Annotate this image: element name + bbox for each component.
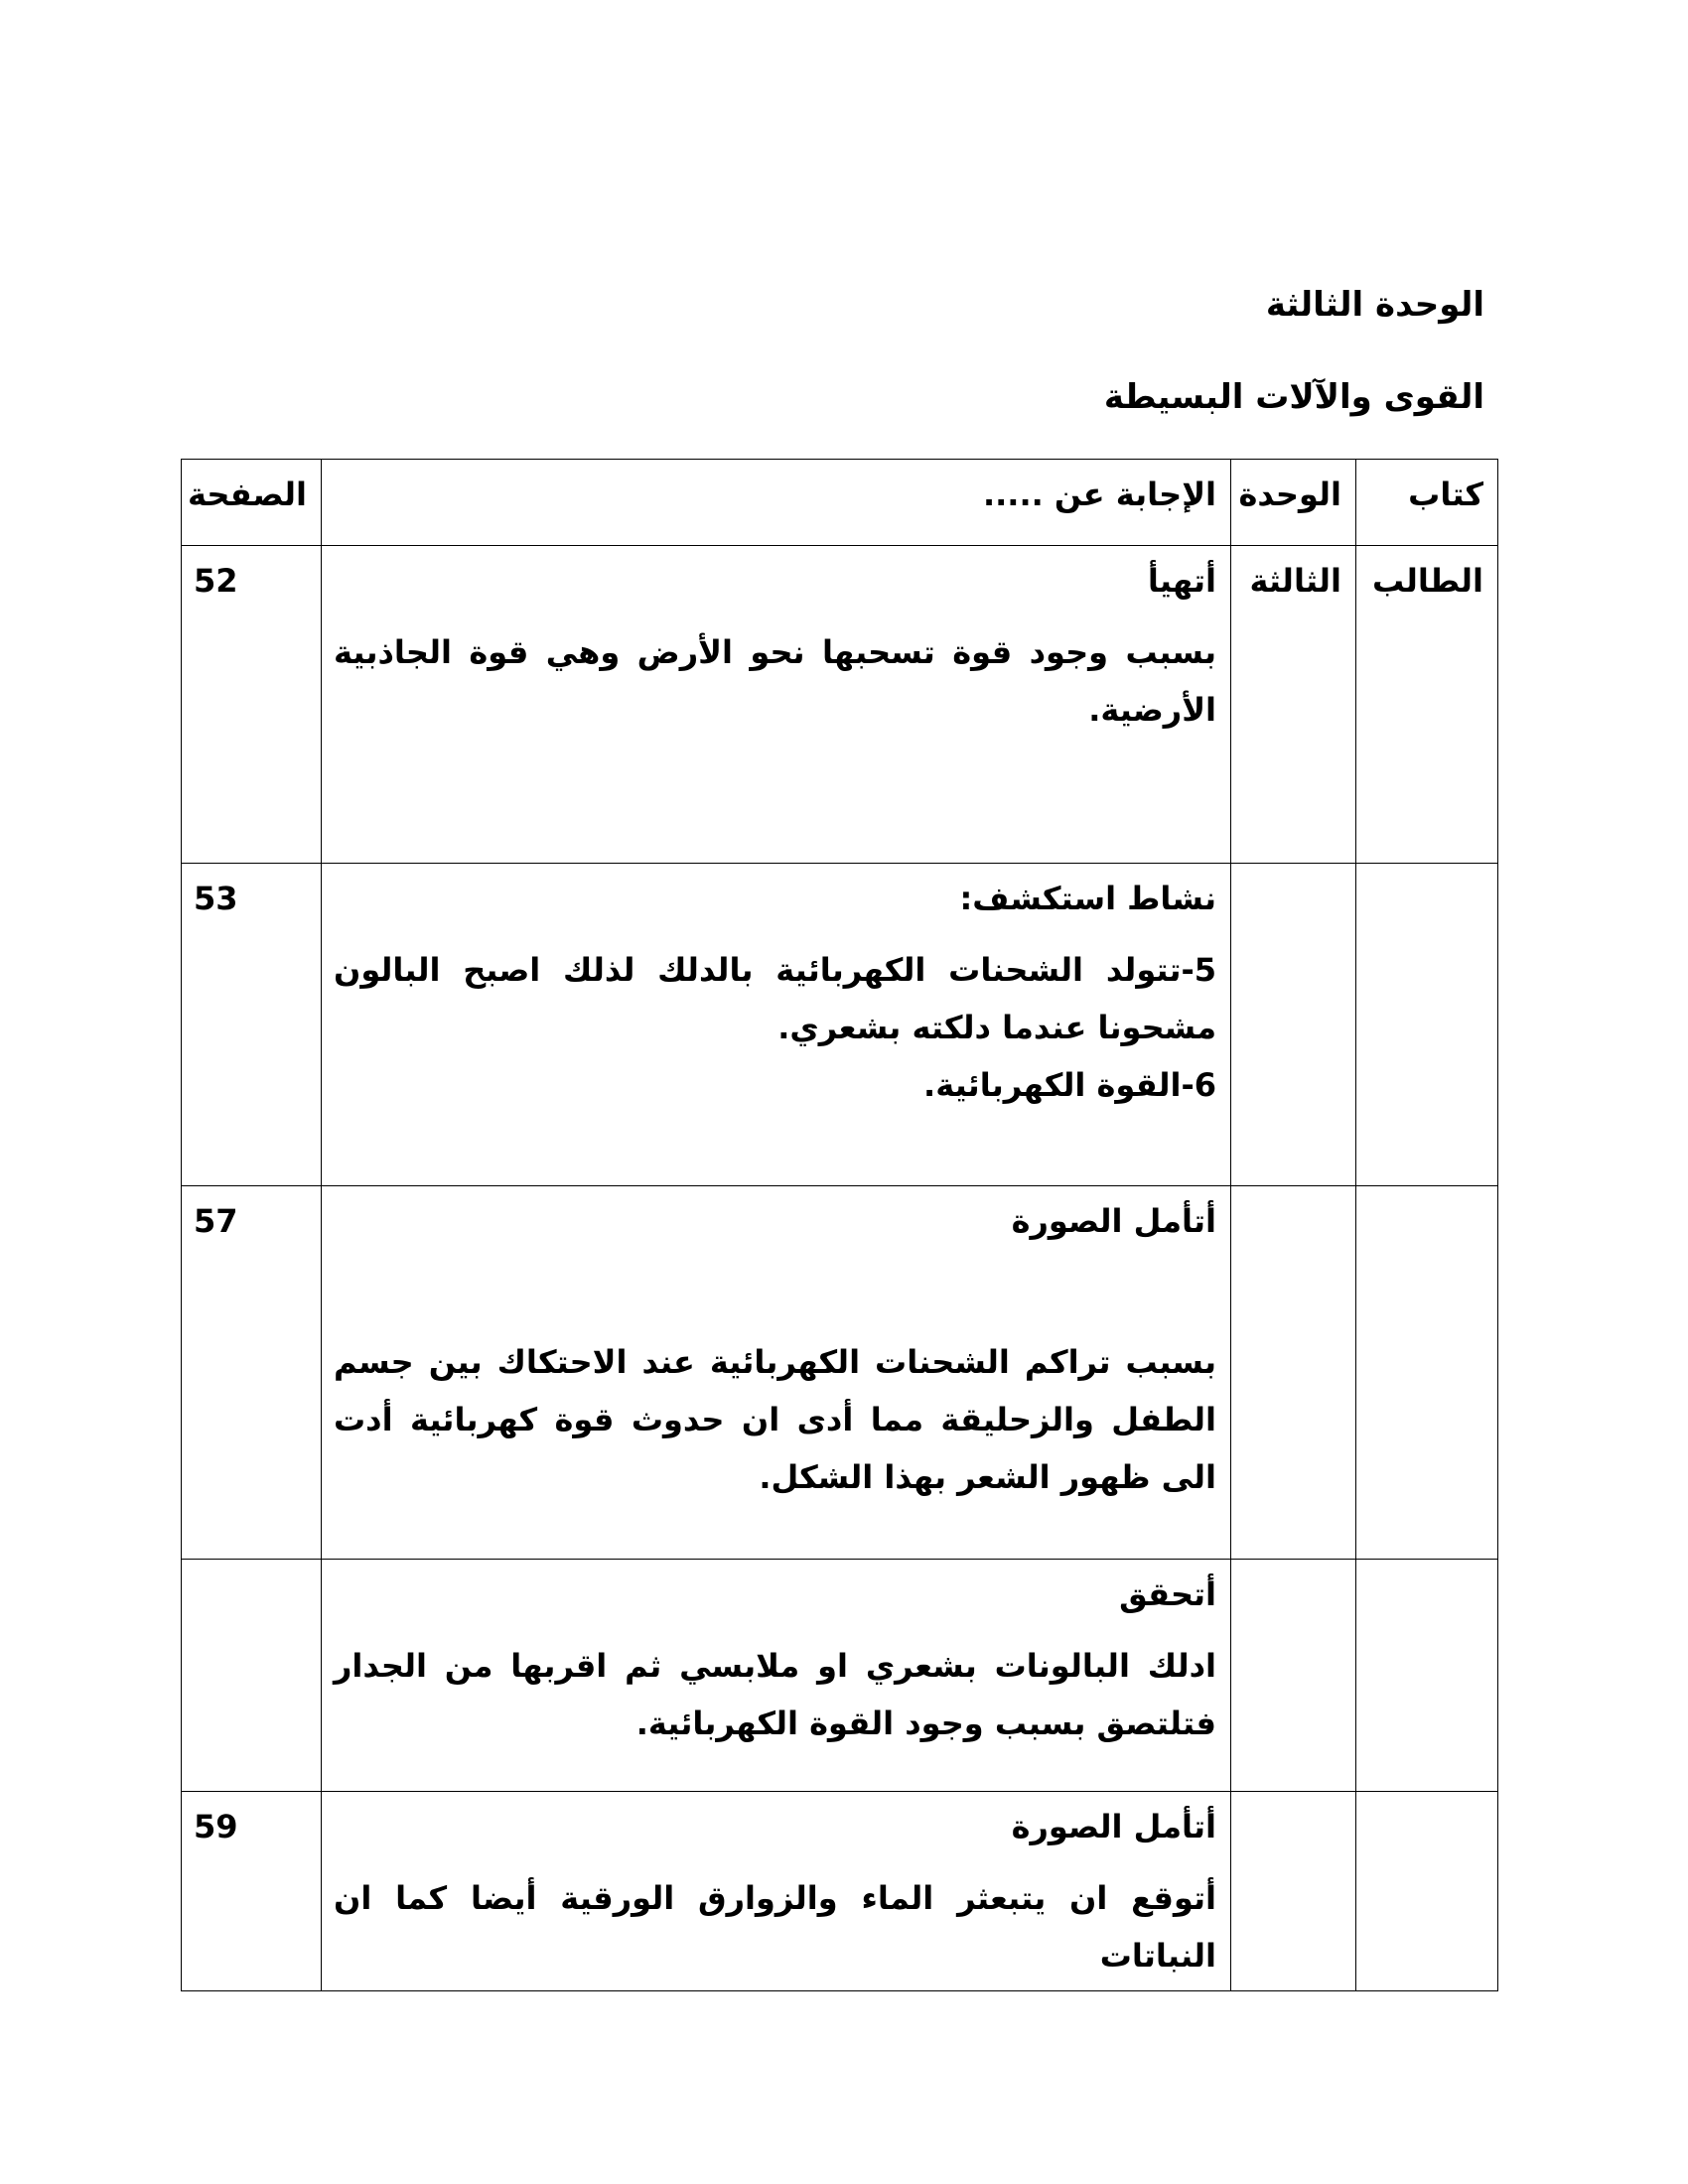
column-header-answer: الإجابة عن ..... [322,460,1231,546]
section-title: أتحقق [1119,1575,1216,1613]
answer-text: بسبب تراكم الشحنات الكهربائية عند الاحتكاك بين جسم الطفل والزحليقة مما أدى ان حدوث قوة كهربائية أدت الى ظهور الشعر بهذا الشكل. [334,1343,1216,1496]
page-number: 53 [182,864,322,1186]
page-number: 57 [182,1186,322,1560]
answer-text: بسبب وجود قوة تسحبها نحو الأرض وهي قوة الجاذبية الأرضية. [334,633,1216,729]
answer-text: 5-تتولد الشحنات الكهربائية بالدلك لذلك اصبح البالون مشحونا عندما دلكته بشعري. [334,951,1216,1046]
subject-title: القوى والآلات البسيطة [1103,377,1484,417]
table-row [182,1186,1498,1560]
answer-cell [322,1186,1231,1560]
table-row [182,546,1498,864]
table-header-row [182,460,1498,546]
unit-cell [1231,1186,1356,1560]
book-cell [1356,1560,1498,1792]
answer-text: أتوقع ان يتبعثر الماء والزوارق الورقية أيضا كما ان النباتات [334,1879,1216,1975]
book-cell [1356,1792,1498,1991]
unit-title: الوحدة الثالثة [1265,285,1484,325]
page-number [182,1560,322,1792]
section-title: أتأمل الصورة [1011,1808,1216,1845]
table-row [182,1792,1498,1991]
answer-cell [322,1560,1231,1792]
unit-cell [1231,1792,1356,1991]
table-row [182,1560,1498,1792]
section-title: أتأمل الصورة [1011,1202,1216,1240]
page-number: 59 [182,1792,322,1991]
section-title: نشاط استكشف: [959,880,1216,917]
book-cell [1356,864,1498,1186]
answer-cell [322,864,1231,1186]
section-title: أتهيأ [1147,562,1216,600]
unit-cell [1231,864,1356,1186]
answer-text: ادلك البالونات بشعري او ملابسي ثم اقربها من الجدار فتلتصق بسبب وجود القوة الكهربائية. [334,1647,1216,1742]
table-row [182,864,1498,1186]
answers-table [181,459,1498,1991]
unit-cell: الثالثة [1231,546,1356,864]
answer-cell [322,1792,1231,1991]
column-header-book: كتاب [1356,460,1498,546]
answer-cell [322,546,1231,864]
column-header-page: الصفحة [182,460,322,546]
column-header-unit: الوحدة [1231,460,1356,546]
book-cell: الطالب [1356,546,1498,864]
unit-cell [1231,1560,1356,1792]
answer-text: 6-القوة الكهربائية. [923,1066,1216,1104]
page-number: 52 [182,546,322,864]
book-cell [1356,1186,1498,1560]
